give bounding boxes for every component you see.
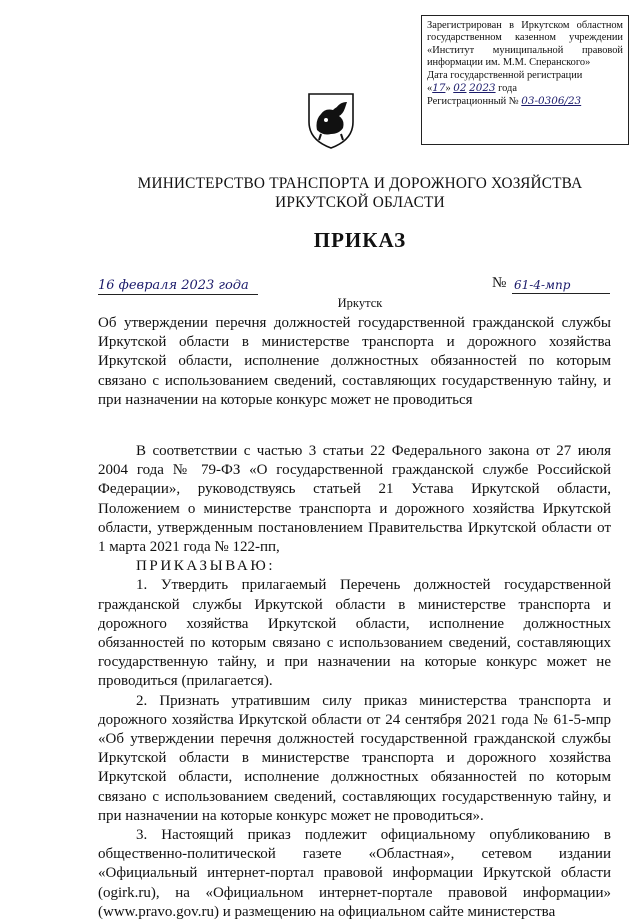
document-title: Об утверждении перечня должностей государственной гражданской службы Иркутской области в министерстве транспорта и дорожного хозяйства Иркутской области, исполнение должностных обязанностей по которым связано с использованием сведений, составляющих государственную тайну, и при назначении на которые конкурс может не проводиться [98, 315, 611, 408]
stamp-date-month: 02 [453, 82, 467, 95]
ministry-name-line: МИНИСТЕРСТВО ТРАНСПОРТА И ДОРОЖНОГО ХОЗЯЙСТВА [137, 175, 583, 192]
handwritten-number: 61-4-мпр [514, 278, 571, 292]
order-item-3: 3. Настоящий приказ подлежит официальному опубликованию в общественно-политической газете «Областная», сетевом издании «Официальный интернет-портал правовой информации Иркутской области (ogirk.ru), на «Официальном интернет-портале правовой информации» (www.pravo.gov.ru) и размещению на официальном сайте министерства [98, 827, 611, 920]
stamp-line: информации им. М.М. Сперанского» [427, 57, 591, 69]
document-type: ПРИКАЗ [313, 228, 407, 252]
preamble-paragraph: В соответствии с частью 3 статьи 22 Федерального закона от 27 июля 2004 года № 79-ФЗ «О государственной гражданской службе Российской Федерации», руководствуясь статьей 21 Устава Иркутской области, Положением о министерстве транспорта и дорожного хозяйства Иркутской области, утвержденным постановлением Правительства Иркутской области от 1 марта 2021 года № 122-пп, [98, 443, 611, 556]
stamp-registration-date: «17» 02 2023 года [427, 82, 517, 95]
ministry-name-line: ИРКУТСКОЙ ОБЛАСТИ [275, 194, 445, 211]
order-item-2: 2. Признать утратившим силу приказ министерства транспорта и дорожного хозяйства Иркутской области от 24 сентября 2021 года № 61-5-мпр «Об утверждении перечня должностей государственной гражданской службы Иркутской области в министерстве транспорта и дорожного хозяйства Иркутской области, исполнение должностных обязанностей по которым связано с использованием сведений, составляющих государственную тайну, и при назначении на которые конкурс может не проводиться». [98, 692, 611, 824]
document-number [512, 275, 610, 294]
ministry-name [100, 174, 620, 212]
order-item-1: 1. Утвердить прилагаемый Перечень должностей государственной гражданской службы Иркутской области в министерстве транспорта и дорожного хозяйства Иркутской области, исполнение должностных обязанностей по которым связано с использованием сведений, составляющих государственную тайну, и при назначении на которые конкурс может не проводиться (прилагается). [98, 577, 611, 690]
stamp-line: Зарегистрирован в Иркутском областном [427, 20, 623, 31]
registration-stamp [421, 15, 629, 145]
stamp-date-day: 17 [432, 82, 446, 95]
stamp-line: Дата государственной регистрации [427, 69, 583, 81]
stamp-line: государственном казенном учреждении [427, 32, 623, 44]
coat-of-arms-icon [305, 90, 357, 150]
number-label: № [492, 275, 507, 291]
stamp-date-year: 2023 [469, 82, 496, 95]
stamp-line: «Институт муниципальной правовой [427, 44, 623, 56]
order-word: ПРИКАЗЫВАЮ: [136, 558, 276, 575]
document-body [98, 442, 611, 922]
city: Иркутск [337, 296, 383, 310]
handwritten-date: 16 февраля 2023 года [98, 278, 249, 293]
stamp-registration-number: Регистрационный № 03-0306/23 [427, 95, 582, 108]
stamp-reg-number-value: 03-0306/23 [521, 95, 582, 108]
document-date [98, 274, 258, 295]
